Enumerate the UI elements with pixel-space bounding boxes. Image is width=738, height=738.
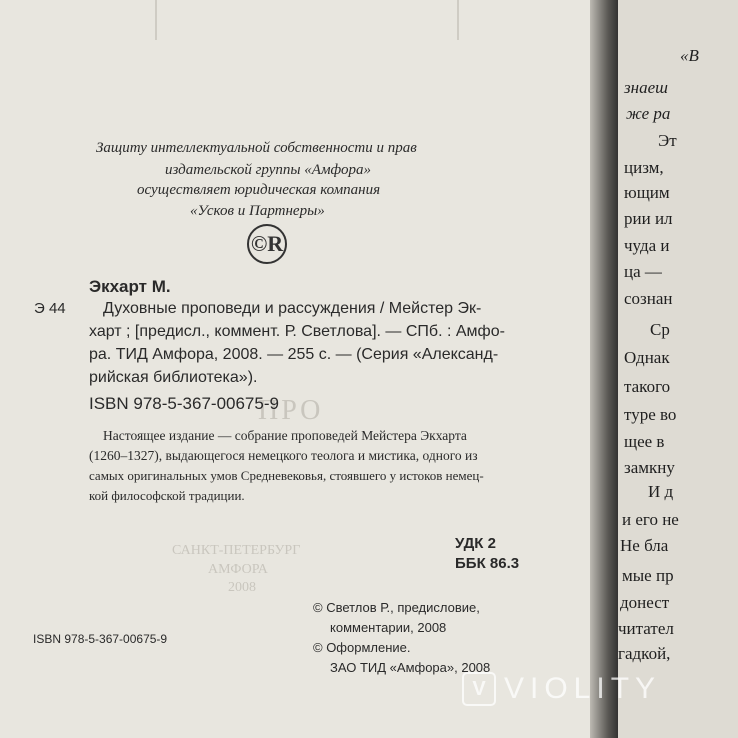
right-line-17: И д — [648, 482, 674, 501]
right-page — [618, 0, 738, 738]
violity-watermark — [462, 672, 661, 706]
copyright-notice-line-2: издательской группы «Амфора» — [165, 162, 371, 178]
bibliographic-line-3: ра. ТИД Амфора, 2008. — 255 с. — (Серия «Александ- — [89, 346, 499, 363]
right-line-11: Ср — [650, 320, 670, 339]
copyright-notice-line-4: «Усков и Партнеры» — [190, 203, 325, 219]
right-line-23: гадкой, — [618, 644, 671, 663]
right-line-1: «В — [680, 46, 699, 65]
violity-logo-icon: V — [462, 672, 496, 706]
ghost-year: 2008 — [228, 580, 256, 595]
annotation-line-4: кой философской традиции. — [89, 488, 245, 503]
right-line-19: Не бла — [620, 536, 669, 555]
credits-line-3: © Оформление. — [313, 640, 411, 655]
right-line-5: цизм, — [624, 158, 664, 177]
bibliographic-line-4: рийская библиотека»). — [89, 369, 258, 386]
right-line-18: и его не — [622, 510, 679, 529]
right-line-9: ца — — [624, 262, 662, 281]
copyright-registered-icon: ©R — [247, 224, 287, 264]
right-line-4: Эт — [658, 131, 677, 150]
isbn-bottom: ISBN 978-5-367-00675-9 — [33, 632, 168, 646]
right-line-22: читател — [618, 619, 674, 638]
right-line-16: замкну — [624, 458, 675, 477]
book-gutter — [590, 0, 620, 738]
copyright-notice-line-3: осуществляет юридическая компания — [137, 182, 381, 198]
right-line-2: знаеш — [624, 78, 668, 97]
udk-code: УДК 2 — [455, 535, 496, 552]
right-line-6: ющим — [624, 183, 670, 202]
annotation-line-1: Настоящее издание — собрание проповедей Мейстера Экхарта — [103, 428, 467, 443]
right-line-10: сознан — [624, 289, 673, 308]
credits-line-1: © Светлов Р., предисловие, — [313, 600, 480, 615]
catalog-code: Э 44 — [34, 300, 66, 317]
ghost-title-letter — [155, 0, 459, 40]
credits-line-4: ЗАО ТИД «Амфора», 2008 — [330, 660, 491, 675]
right-line-15: щее в — [624, 432, 665, 451]
isbn-main: ISBN 978-5-367-00675-9 — [89, 394, 279, 413]
right-line-7: рии ил — [624, 209, 673, 228]
right-line-14: туре во — [624, 405, 677, 424]
annotation-line-3: самых оригинальных умов Средневековья, стоявшего у истоков немец- — [89, 468, 484, 483]
right-line-3: же ра — [626, 104, 671, 123]
annotation-line-2: (1260–1327), выдающегося немецкого теолога и мистика, одного из — [89, 448, 478, 463]
credits-line-2: комментарии, 2008 — [330, 620, 447, 635]
right-line-21: донест — [620, 593, 670, 612]
bibliographic-line-1: Духовные проповеди и рассуждения / Мейстер Эк- — [103, 300, 482, 317]
ghost-publisher: АМФОРА — [208, 562, 268, 577]
bibliographic-line-2: харт ; [предисл., коммент. Р. Светлова]. — СПб. : Амфо- — [89, 323, 505, 340]
right-line-8: чуда и — [624, 236, 670, 255]
author-heading: Экхарт М. — [89, 277, 171, 296]
copyright-notice-line-1: Защиту интеллектуальной собственности и прав — [96, 140, 417, 156]
violity-watermark-text: VIOLITY — [504, 672, 662, 705]
right-line-13: такого — [624, 377, 671, 396]
right-line-12: Однак — [624, 348, 670, 367]
right-line-20: мые пр — [622, 566, 674, 585]
ghost-title-fragment: ПРО — [258, 395, 324, 426]
ghost-city: САНКТ-ПЕТЕРБУРГ — [172, 543, 301, 558]
bbk-code: ББК 86.3 — [455, 555, 520, 572]
